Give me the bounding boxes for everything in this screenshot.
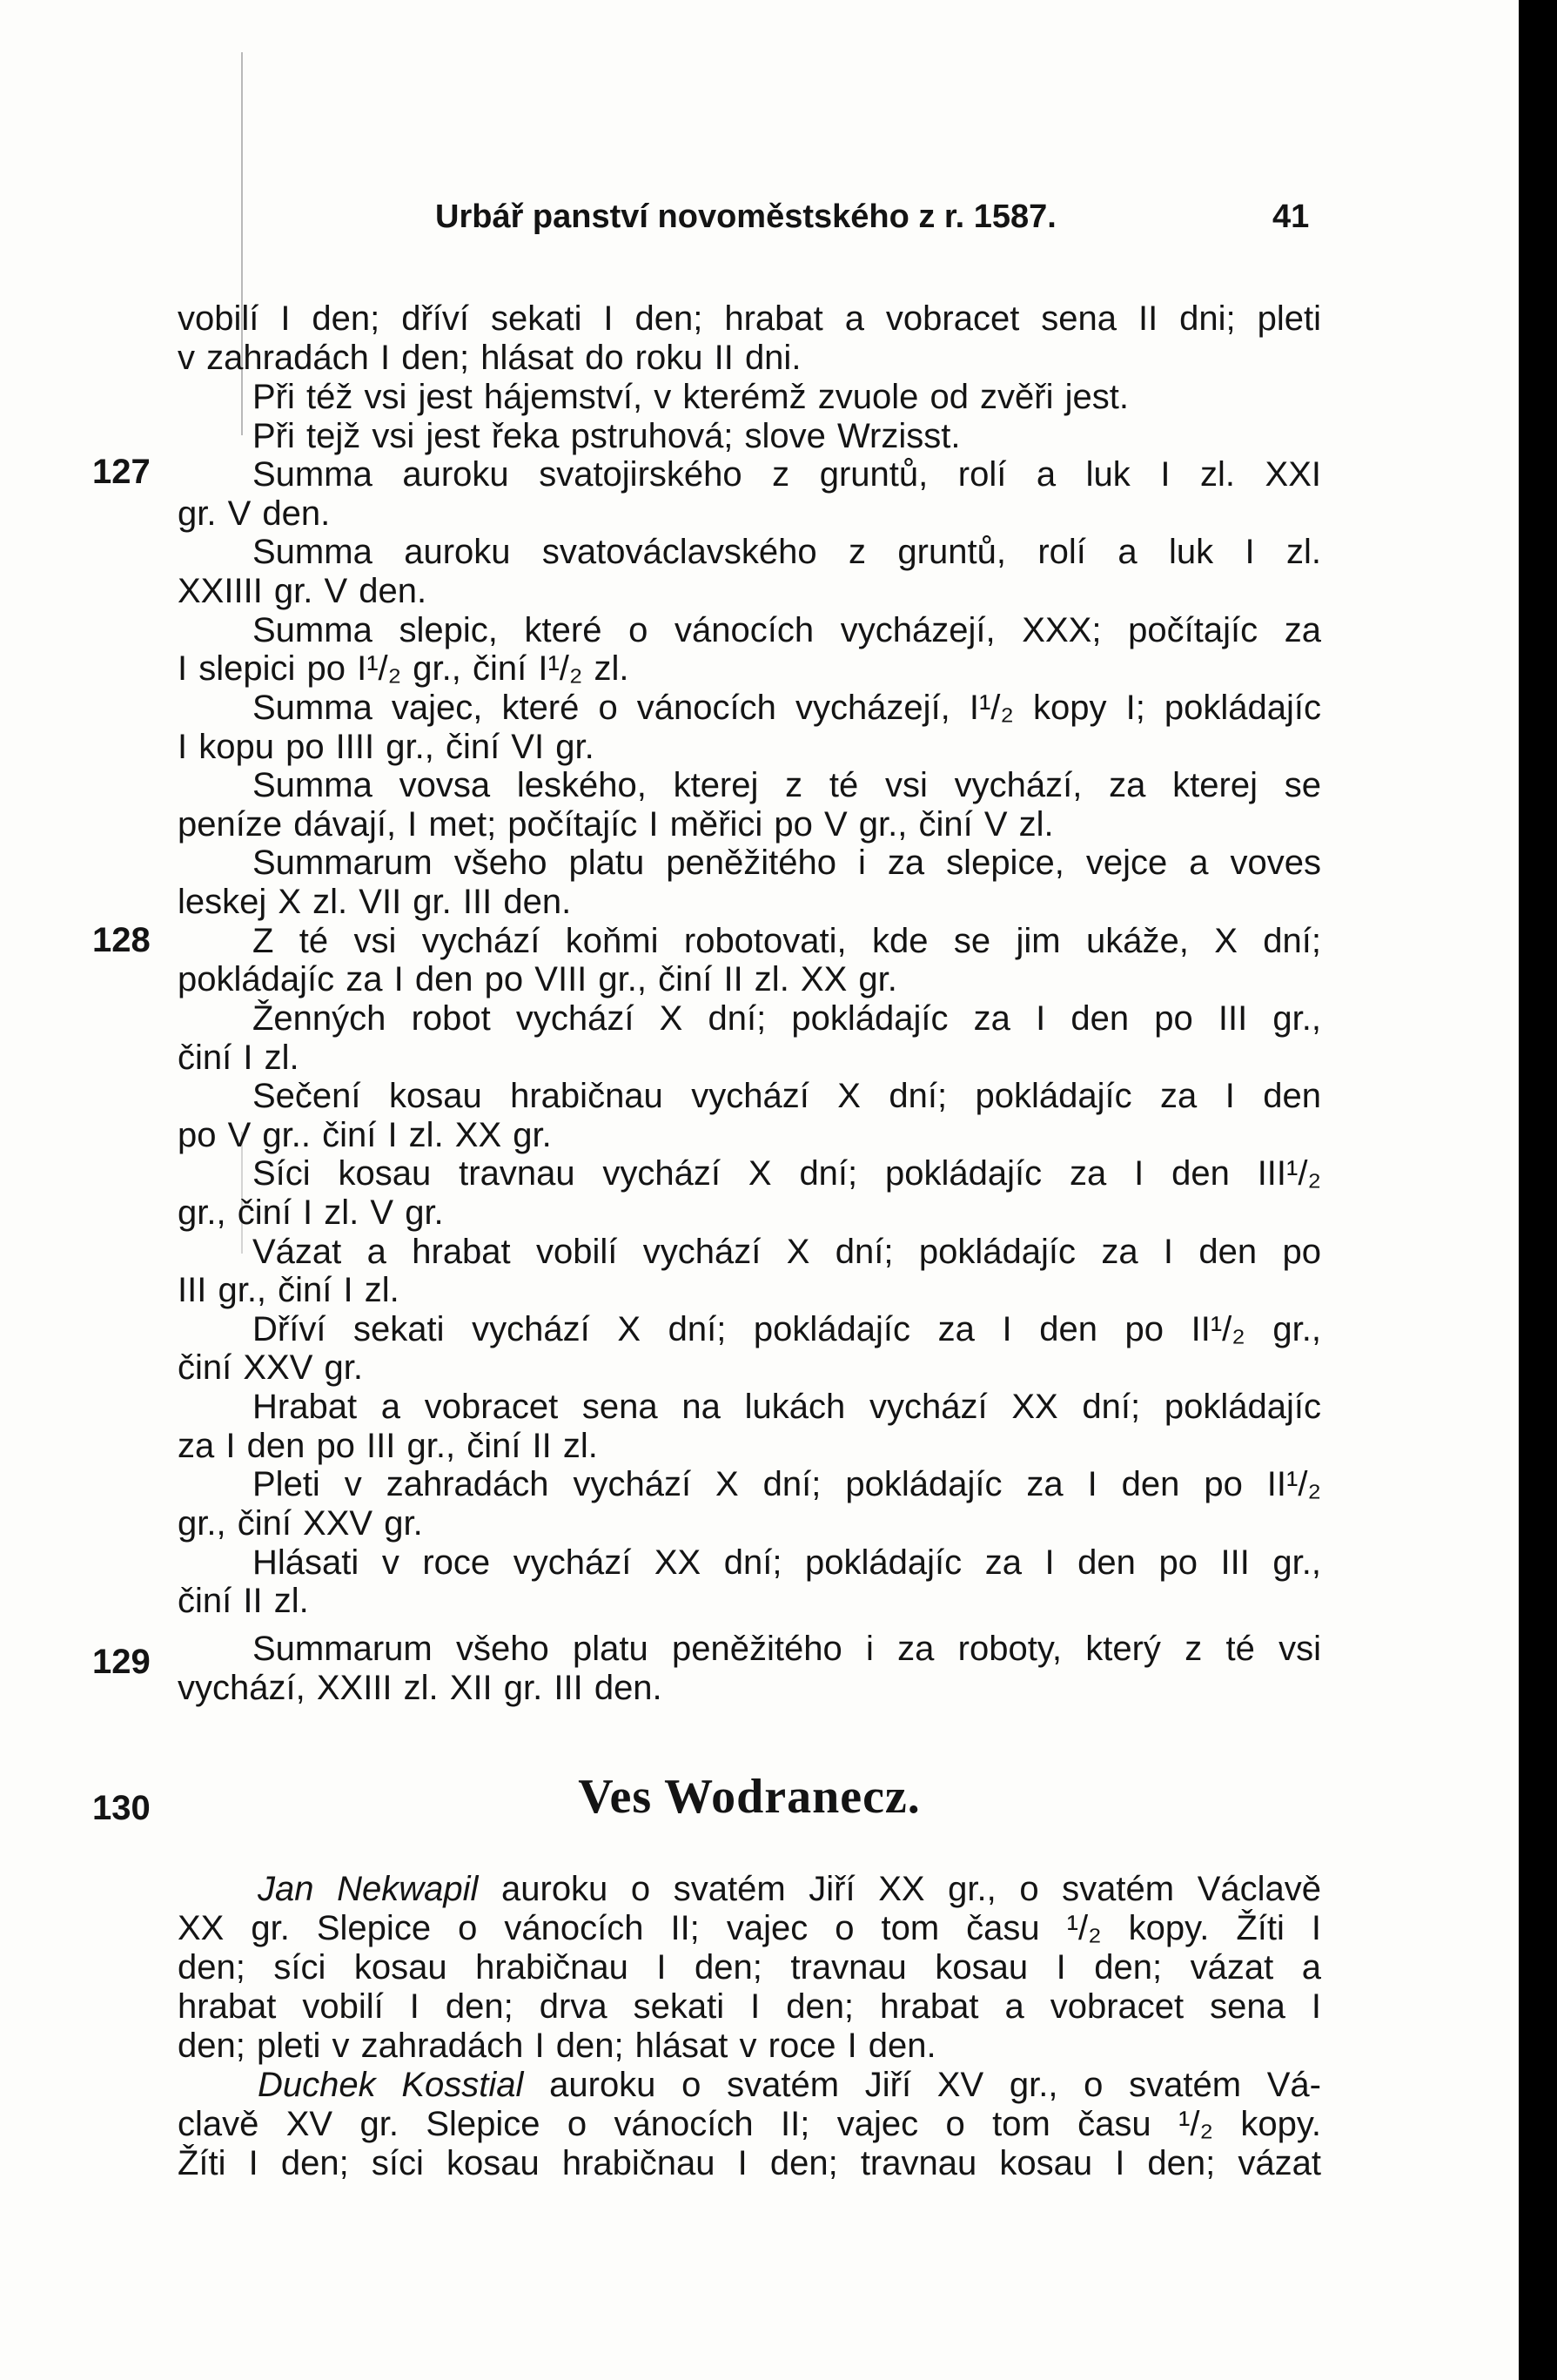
text-line: III gr., činí I zl. — [178, 1271, 399, 1309]
text-line: XXIIII gr. V den. — [178, 572, 427, 610]
text-line: Ženných robot vychází X dní; pokládajíc za I den po III gr., — [252, 999, 1321, 1038]
margin-number-130: 130 — [92, 1789, 151, 1827]
text-line: vobilí I den; dříví sekati I den; hrabat a vobracet sena II dni; pleti — [178, 299, 1321, 338]
page-number: 41 — [1272, 198, 1310, 235]
text-line: Hlásati v roce vychází XX dní; pokládajíc za I den po III gr., — [252, 1543, 1321, 1582]
text-line: Summa vovsa leského, kterej z té vsi vychází, za kterej se — [252, 766, 1321, 804]
text-line: Summa vajec, které o vánocích vycházejí, I¹/₂ kopy I; pokládajíc — [252, 689, 1321, 727]
entry-line — [258, 1870, 1321, 1909]
entry-line: hrabat vobilí I den; drva sekati I den; hrabat a vobracet sena I — [178, 1987, 1321, 2026]
text-line: po V gr.. činí I zl. XX gr. — [178, 1116, 552, 1154]
text-line: peníze dávají, I met; počítajíc I měřici po V gr., činí V zl. — [178, 805, 1054, 844]
text-line: gr. V den. — [178, 494, 331, 533]
margin-number-127: 127 — [92, 453, 151, 491]
entry-line: den; pleti v zahradách I den; hlásat v roce I den. — [178, 2027, 936, 2065]
text-line: v zahradách I den; hlásat do roku II dni. — [178, 339, 802, 377]
text-line: I kopu po IIII gr., činí VI gr. — [178, 728, 594, 766]
text-line: Summarum všeho platu peněžitého i za slepice, vejce a voves — [252, 844, 1321, 882]
text-line: Sečení kosau hrabičnau vychází X dní; pokládajíc za I den — [252, 1077, 1321, 1115]
entry-text: auroku o svatém Jiří XX gr., o svatém Václavě — [501, 1870, 1322, 1908]
text-line: Vázat a hrabat vobilí vychází X dní; pokládajíc za I den po — [252, 1233, 1321, 1271]
text-line: za I den po III gr., činí II zl. — [178, 1427, 598, 1465]
person-name: Jan Nekwapil — [258, 1870, 479, 1908]
text-line: gr., činí I zl. V gr. — [178, 1193, 444, 1232]
person-name: Duchek Kosstial — [258, 2066, 524, 2104]
entry-line: den; síci kosau hrabičnau I den; travnau kosau I den; vázat a — [178, 1948, 1321, 1987]
margin-number-128: 128 — [92, 921, 151, 959]
running-header: Urbář panství novoměstského z r. 1587. — [435, 198, 1057, 235]
text-line: leskej X zl. VII gr. III den. — [178, 883, 572, 921]
entry-line: clavě XV gr. Slepice o vánocích II; vajec o tom času ¹/₂ kopy. — [178, 2105, 1321, 2143]
text-line: Summarum všeho platu peněžitého i za roboty, který z té vsi — [252, 1630, 1321, 1668]
text-line: Síci kosau travnau vychází X dní; pokládajíc za I den III¹/₂ — [252, 1154, 1321, 1193]
section-heading: Ves Wodranecz. — [578, 1770, 921, 1824]
entry-text: auroku o svatém Jiří XV gr., o svatém Vá- — [549, 2066, 1321, 2104]
text-line: činí I zl. — [178, 1039, 299, 1077]
text-line: Summa auroku svatováclavského z gruntů, rolí a luk I zl. — [252, 533, 1321, 571]
text-line: Při též vsi jest hájemství, v kterémž zvuole od zvěři jest. — [252, 378, 1129, 416]
text-line: Z té vsi vychází koňmi robotovati, kde se jim ukáže, X dní; — [252, 922, 1321, 960]
entry-line: XX gr. Slepice o vánocích II; vajec o tom času ¹/₂ kopy. Žíti I — [178, 1909, 1321, 1947]
binding-edge-line — [241, 52, 243, 435]
text-line: činí XXV gr. — [178, 1348, 363, 1387]
text-line: Dříví sekati vychází X dní; pokládajíc za I den po II¹/₂ gr., — [252, 1310, 1321, 1348]
margin-number-129: 129 — [92, 1643, 151, 1681]
text-line: Pleti v zahradách vychází X dní; pokládajíc za I den po II¹/₂ — [252, 1465, 1321, 1503]
entry-line — [258, 2066, 1321, 2105]
text-line: vychází, XXIII zl. XII gr. III den. — [178, 1669, 662, 1707]
entry-line: Žíti I den; síci kosau hrabičnau I den; travnau kosau I den; vázat — [178, 2144, 1321, 2182]
text-line: činí II zl. — [178, 1582, 309, 1620]
text-line: Hrabat a vobracet sena na lukách vychází XX dní; pokládajíc — [252, 1388, 1321, 1426]
text-line: gr., činí XXV gr. — [178, 1504, 423, 1543]
text-line: pokládajíc za I den po VIII gr., činí II zl. XX gr. — [178, 960, 897, 998]
text-line: Při tejž vsi jest řeka pstruhová; slove Wrzisst. — [252, 417, 961, 455]
text-line: Summa slepic, které o vánocích vycházejí, XXX; počítajíc za — [252, 611, 1321, 649]
text-line: I slepici po I¹/₂ gr., činí I¹/₂ zl. — [178, 649, 629, 688]
text-line: Summa auroku svatojirského z gruntů, rolí a luk I zl. XXI — [252, 455, 1321, 494]
